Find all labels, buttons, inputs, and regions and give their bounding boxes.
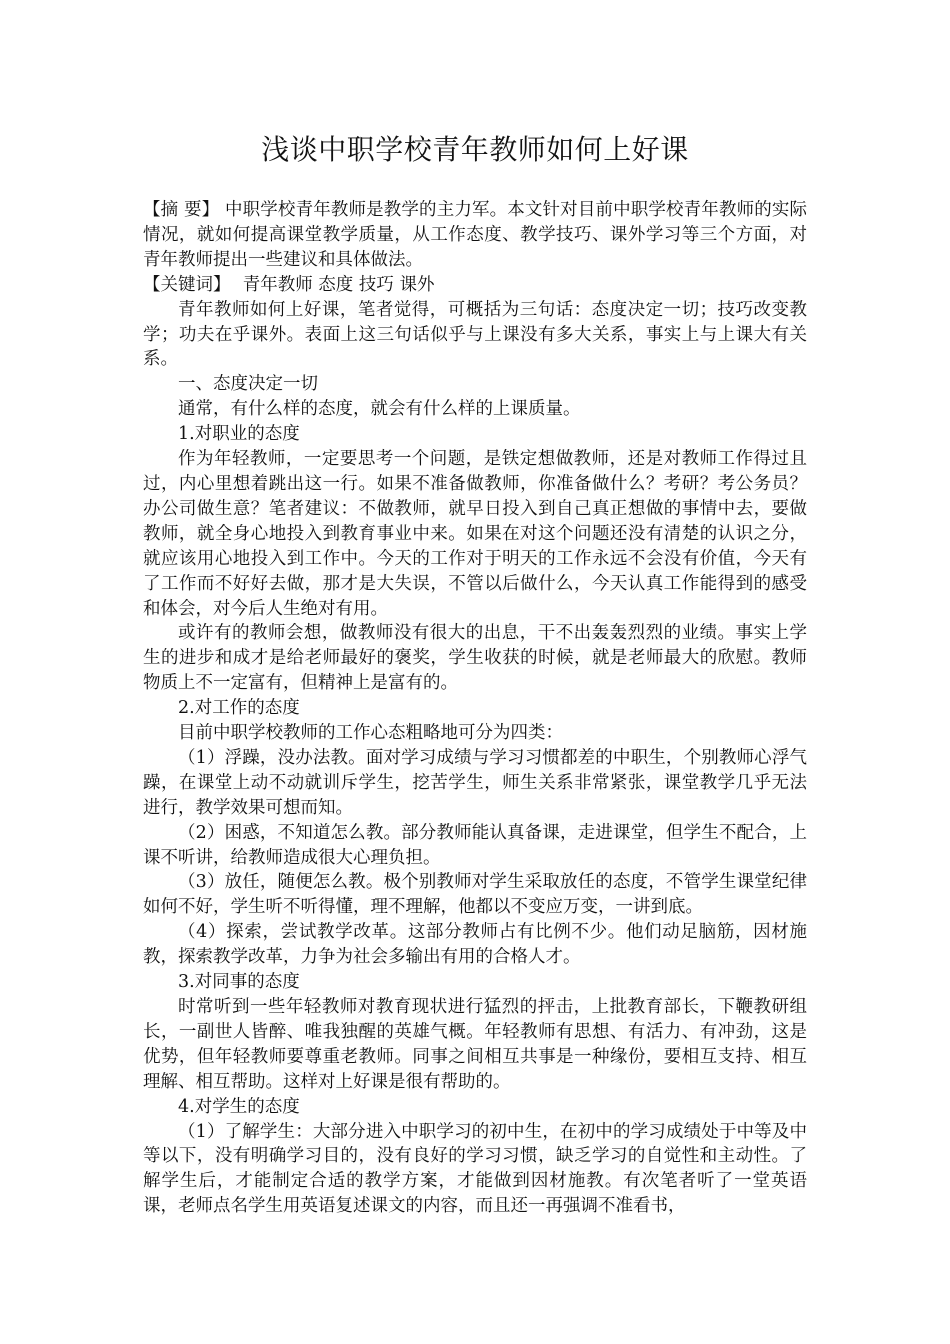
- subheading-colleague-attitude: 3.对同事的态度: [178, 972, 300, 993]
- document-body: [143, 198, 807, 1219]
- keywords-label: 【关键词】: [143, 274, 231, 295]
- student-understanding-paragraph: （1）了解学生：大部分进入中职学习的初中生，在初中的学习成绩处于中等及中等以下，没有明确学习目的，没有良好的学习习惯，缺乏学习的自觉性和主动性。了解学生后，才能制定合适的教学方案，才能做到因材施教。有次笔者听了一堂英语课，老师点名学生用英语复述课文的内容，而且还一再强调不准看书，: [143, 1121, 807, 1217]
- work-attitude-item-3: （3）放任，随便怎么教。极个别教师对学生采取放任的态度，不管学生课堂纪律如何不好，学生听不听得懂，理不理解，他都以不变应万变，一讲到底。: [143, 872, 807, 918]
- section-heading-attitude: 一、态度决定一切: [178, 374, 318, 395]
- work-attitude-intro-paragraph: 目前中职学校教师的工作心态粗略地可分为四类：: [178, 723, 563, 744]
- section-intro-paragraph: 通常，有什么样的态度，就会有什么样的上课质量。: [178, 399, 581, 420]
- subheading-student-attitude: 4.对学生的态度: [178, 1096, 300, 1117]
- keywords-text: 青年教师 态度 技巧 课外: [242, 274, 435, 295]
- document-title: 浅谈中职学校青年教师如何上好课: [261, 133, 689, 166]
- work-attitude-item-2: （2）困惑，不知道怎么教。部分教师能认真备课，走进课堂，但学生不配合，上课不听讲，给教师造成很大心理负担。: [143, 822, 807, 868]
- subheading-work-attitude: 2.对工作的态度: [178, 698, 300, 719]
- abstract-paragraph: [143, 198, 807, 273]
- teacher-reward-paragraph: 或许有的教师会想，做教师没有很大的出息，干不出轰轰烈烈的业绩。事实上学生的进步和成才是给老师最好的褒奖，学生收获的时候，就是老师最大的欣慰。教师物质上不一定富有，但精神上是富有的。: [143, 623, 807, 694]
- subheading-career-attitude: 1.对职业的态度: [178, 424, 300, 445]
- career-attitude-paragraph: 作为年轻教师，一定要思考一个问题，是铁定想做教师，还是对教师工作得过且过，内心里想着跳出这一行。如果不准备做教师，你准备做什么？考研？考公务员？办公司做生意？笔者建议：不做教师，就早日投入到自己真正想做的事情中去，要做教师，就全身心地投入到教育事业中来。如果在对这个问题还没有清楚的认识之分，就应该用心地投入到工作中。今天的工作对于明天的工作永远不会没有价值，今天有了工作而不好好去做，那才是大失误，不管以后做什么，今天认真工作能得到的感受和体会，对今后人生绝对有用。: [143, 449, 807, 619]
- abstract-label: 【摘 要】: [143, 200, 220, 220]
- work-attitude-item-4: （4）探索，尝试教学改革。这部分教师占有比例不少。他们动足脑筋，因材施教，探索教学改革，力争为社会多输出有用的合格人才。: [143, 922, 807, 968]
- work-attitude-item-1: （1）浮躁，没办法教。面对学习成绩与学习习惯都差的中职生，个别教师心浮气躁，在课堂上动不动就训斥学生，挖苦学生，师生关系非常紧张，课堂教学几乎无法进行，教学效果可想而知。: [143, 747, 807, 818]
- colleague-attitude-paragraph: 时常听到一些年轻教师对教育现状进行猛烈的抨击，上批教育部长，下鞭教研组长，一副世人皆醉、唯我独醒的英雄气概。年轻教师有思想、有活力、有冲劲，这是优势，但年轻教师要尊重老教师。同事之间相互共事是一种缘份，要相互支持、相互理解、相互帮助。这样对上好课是很有帮助的。: [143, 997, 807, 1092]
- abstract-text: 中职学校青年教师是教学的主力军。本文针对目前中职学校青年教师的实际情况，就如何提高课堂教学质量，从工作态度、教学技巧、课外学习等三个方面，对青年教师提出一些建议和具体做法。: [143, 200, 808, 270]
- keywords-paragraph: [143, 273, 807, 298]
- intro-paragraph: 青年教师如何上好课，笔者觉得，可概括为三句话：态度决定一切；技巧改变教学；功夫在乎课外。表面上这三句话似乎与上课没有多大关系，事实上与上课大有关系。: [143, 299, 807, 370]
